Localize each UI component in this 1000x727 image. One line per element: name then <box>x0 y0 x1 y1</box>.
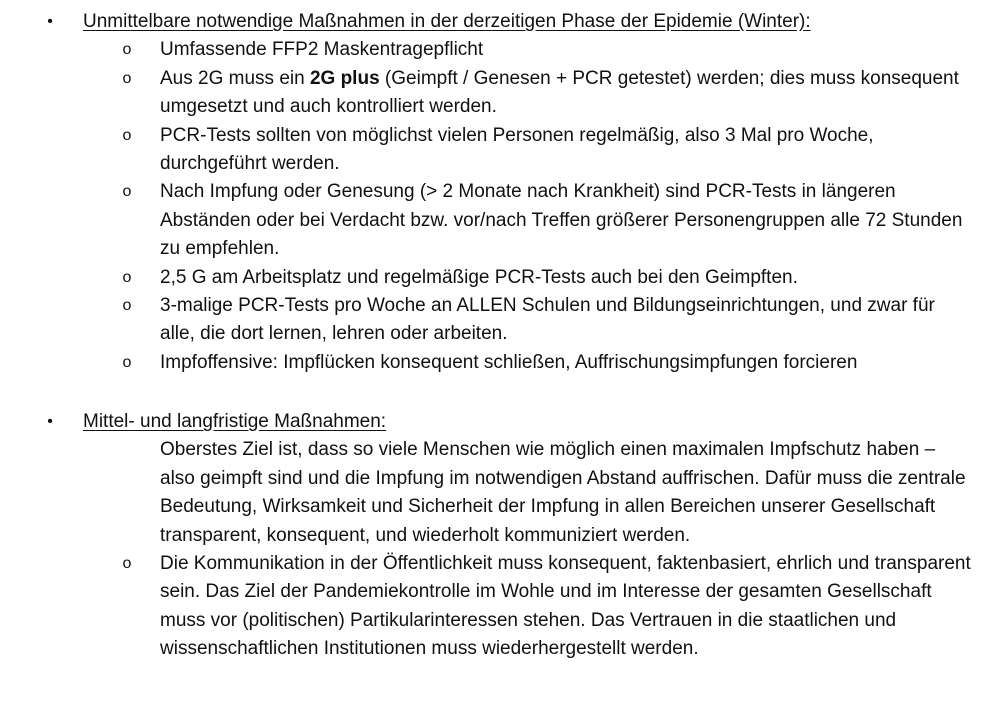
list-item-text: PCR-Tests sollten von möglichst vielen Personen regelmäßig, also 3 Mal pro Woche, durchgeführt werden. <box>160 124 874 175</box>
sub-bullet-marker: o <box>122 41 132 59</box>
sub-bullet-marker: o <box>122 297 132 315</box>
list-item <box>0 349 972 377</box>
list-item <box>0 122 972 179</box>
section-immediate-measures <box>0 8 1000 377</box>
list-item <box>0 264 972 292</box>
list-item-text: Nach Impfung oder Genesung (> 2 Monate nach Krankheit) sind PCR-Tests in längeren Abständen oder bei Verdacht bzw. vor/nach Treffen größerer Personengruppen alle 72 Stunden zu empfehlen. <box>160 181 963 260</box>
list-item-text: Impfoffensive: Impflücken konsequent schließen, Auffrischungsimpfungen forcieren <box>160 351 858 373</box>
list-item <box>0 36 972 64</box>
list-item-text: Umfassende FFP2 Maskentragepflicht <box>160 39 484 61</box>
sub-bullet-marker: o <box>122 183 132 201</box>
list-item-text-part: (Geimpft / Genesen + PCR getestet) werden; dies muss konsequent umgesetzt und auch kontrolliert werden. <box>160 67 959 118</box>
list-item-bold-text: 2G plus <box>309 67 380 89</box>
sub-bullet-marker: o <box>122 555 132 573</box>
section-heading-row <box>0 408 1000 436</box>
list-item <box>0 65 972 122</box>
list-item <box>0 292 972 349</box>
sub-bullet-marker: o <box>122 69 132 87</box>
section-heading: Mittel- und langfristige Maßnahmen: <box>83 411 387 432</box>
list-item-text: Oberstes Ziel ist, dass so viele Menschen wie möglich einen maximalen Impfschutz haben – also geimpft sind und die Impfung im notwendigen Abstand auffrischen. Dafür muss die zentrale Bedeutung, Wirksamkeit und Sicherheit der Impfung in allen Bereichen unserer Gesellschaft transparent, konsequent, und wiederholt kommuniziert werden. <box>160 439 966 546</box>
bullet-marker: • <box>47 13 53 30</box>
list-item <box>0 436 972 550</box>
section-heading-row <box>0 8 1000 36</box>
list-item <box>0 178 972 263</box>
list-item-text <box>160 65 972 122</box>
section-heading: Unmittelbare notwendige Maßnahmen in der derzeitigen Phase der Epidemie (Winter): <box>83 11 811 32</box>
sub-bullet-marker: o <box>122 126 132 144</box>
list-item <box>0 550 972 664</box>
sub-bullet-marker: o <box>122 353 132 371</box>
list-item-text-part: Aus 2G muss ein <box>160 67 310 89</box>
list-item-text: 2,5 G am Arbeitsplatz und regelmäßige PCR-Tests auch bei den Geimpften. <box>160 266 798 288</box>
bullet-marker: • <box>47 413 53 430</box>
sub-bullet-marker: o <box>122 268 132 286</box>
section-long-term-measures <box>0 408 1000 664</box>
list-item-text: 3-malige PCR-Tests pro Woche an ALLEN Schulen und Bildungseinrichtungen, und zwar für alle, die dort lernen, lehren oder arbeiten. <box>160 295 935 345</box>
list-item-text: Die Kommunikation in der Öffentlichkeit muss konsequent, faktenbasiert, ehrlich und transparent sein. Das Ziel der Pandemiekontrolle im Wohle und im Interesse der gesamten Gesellschaft muss vor (politischen) Partikularinteressen stehen. Das Vertrauen in die staatlichen und wissenschaftlichen Institutionen muss wiederhergestellt werden. <box>160 553 971 660</box>
